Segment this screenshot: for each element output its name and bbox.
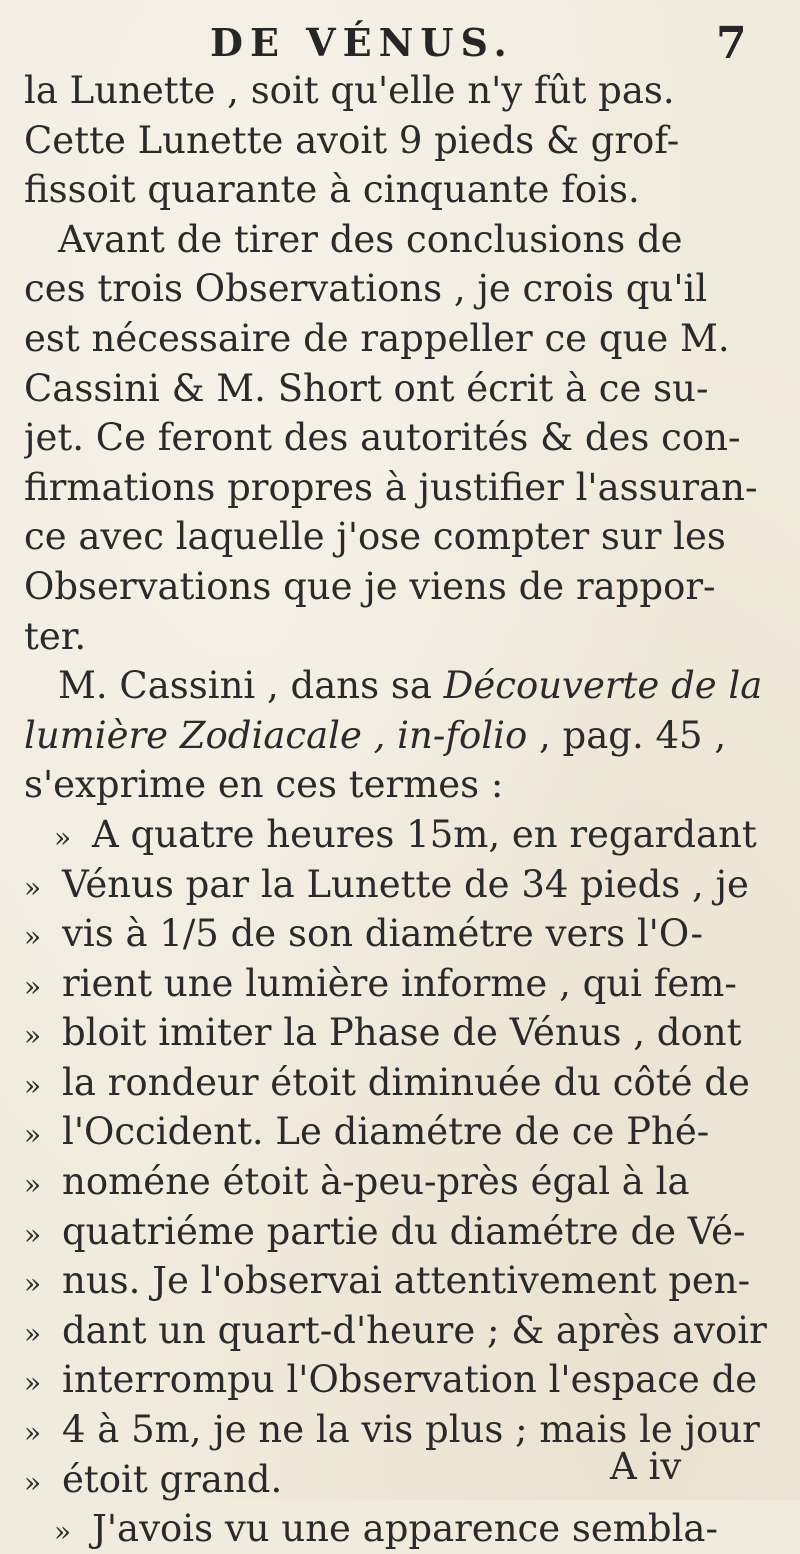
quote-mark: » [24,1168,42,1202]
quote-mark: » [24,870,42,904]
quote-line: » l'Occident. Le diamétre de ce Phé- [24,1107,784,1157]
quote-mark: » [24,1465,42,1499]
quote-mark: » [24,1267,42,1301]
quote-mark: » [24,969,42,1003]
quote-line: » interrompu l'Observation l'espace de [24,1355,784,1405]
quote-line: » bloit imiter la Phase de Vénus , dont [24,1008,784,1058]
quote-line: » rient une lumière informe , qui fem- [24,959,784,1009]
quote-line: » quatriéme partie du diamétre de Vé- [24,1207,784,1257]
citation-line [24,711,784,761]
citation-text: M. Cassini , dans sa [58,664,444,708]
citation-title: lumière Zodiacale , in-folio [24,713,528,757]
quote-line: » Vénus par la Lunette de 34 pieds , je [24,860,784,910]
quote-line: » noméne étoit à-peu-près égal à la [24,1157,784,1207]
text-line: Cette Lunette avoit 9 pieds & grof- [24,118,680,162]
text-line: ter. [24,614,87,658]
running-head: DE VÉNUS. [210,20,514,65]
text-line: la Lunette , soit qu'elle n'y fût pas. [24,69,675,112]
quote-mark: » [24,920,42,954]
quote-mark: » [54,820,72,854]
text-line: est nécessaire de rappeller ce que M. [24,316,730,360]
quote-line: » J'avois vu une apparence sembla- [24,1504,784,1554]
quote-mark: » [54,1515,72,1549]
quote-line: » nus. Je l'observai attentivement pen- [24,1256,784,1306]
text-line: fissoit quarante à cinquante fois. [24,168,640,212]
page-number: 7 [716,18,747,69]
citation-title: Découverte de la [443,664,763,708]
quote-line: » dant un quart-d'heure ; & après avoir [24,1306,784,1356]
text-line: ce avec laquelle j'ose compter sur les [24,515,726,559]
quote-mark: » [24,1316,42,1350]
quote-mark: » [24,1217,42,1251]
quote-mark: » [24,1366,42,1400]
quote-mark: » [24,1118,42,1152]
quote-mark: » [24,1416,42,1450]
quote-mark: » [24,1068,42,1102]
body-text [24,66,784,1554]
text-line: Avant de tirer des conclusions de [58,217,683,261]
signature-mark: A iv [610,1445,682,1488]
citation-text: , pag. 45 , [527,713,727,757]
text-line: ces trois Observations , je crois qu'il [24,267,708,311]
text-line: firmations propres à justifier l'assuran- [24,465,758,509]
quote-line: » la rondeur étoit diminuée du côté de [24,1058,784,1108]
text-line: jet. Ce feront des autorités & des con- [24,416,741,460]
citation-line [24,661,784,711]
quote-mark: » [24,1019,42,1053]
text-line: Observations que je viens de rappor- [24,564,716,608]
quote-line: » A quatre heures 15m, en regardant [24,810,784,860]
citation-line: s'exprime en ces termes : [24,763,504,807]
text-line: Cassini & M. Short ont écrit à ce su- [24,366,709,410]
quote-line: » vis à 1/5 de son diamétre vers l'O- [24,909,784,959]
quote-line: » 4 à 5m, je ne la vis plus ; mais le jour [24,1405,784,1455]
quote-line: » étoit grand. [24,1455,784,1505]
